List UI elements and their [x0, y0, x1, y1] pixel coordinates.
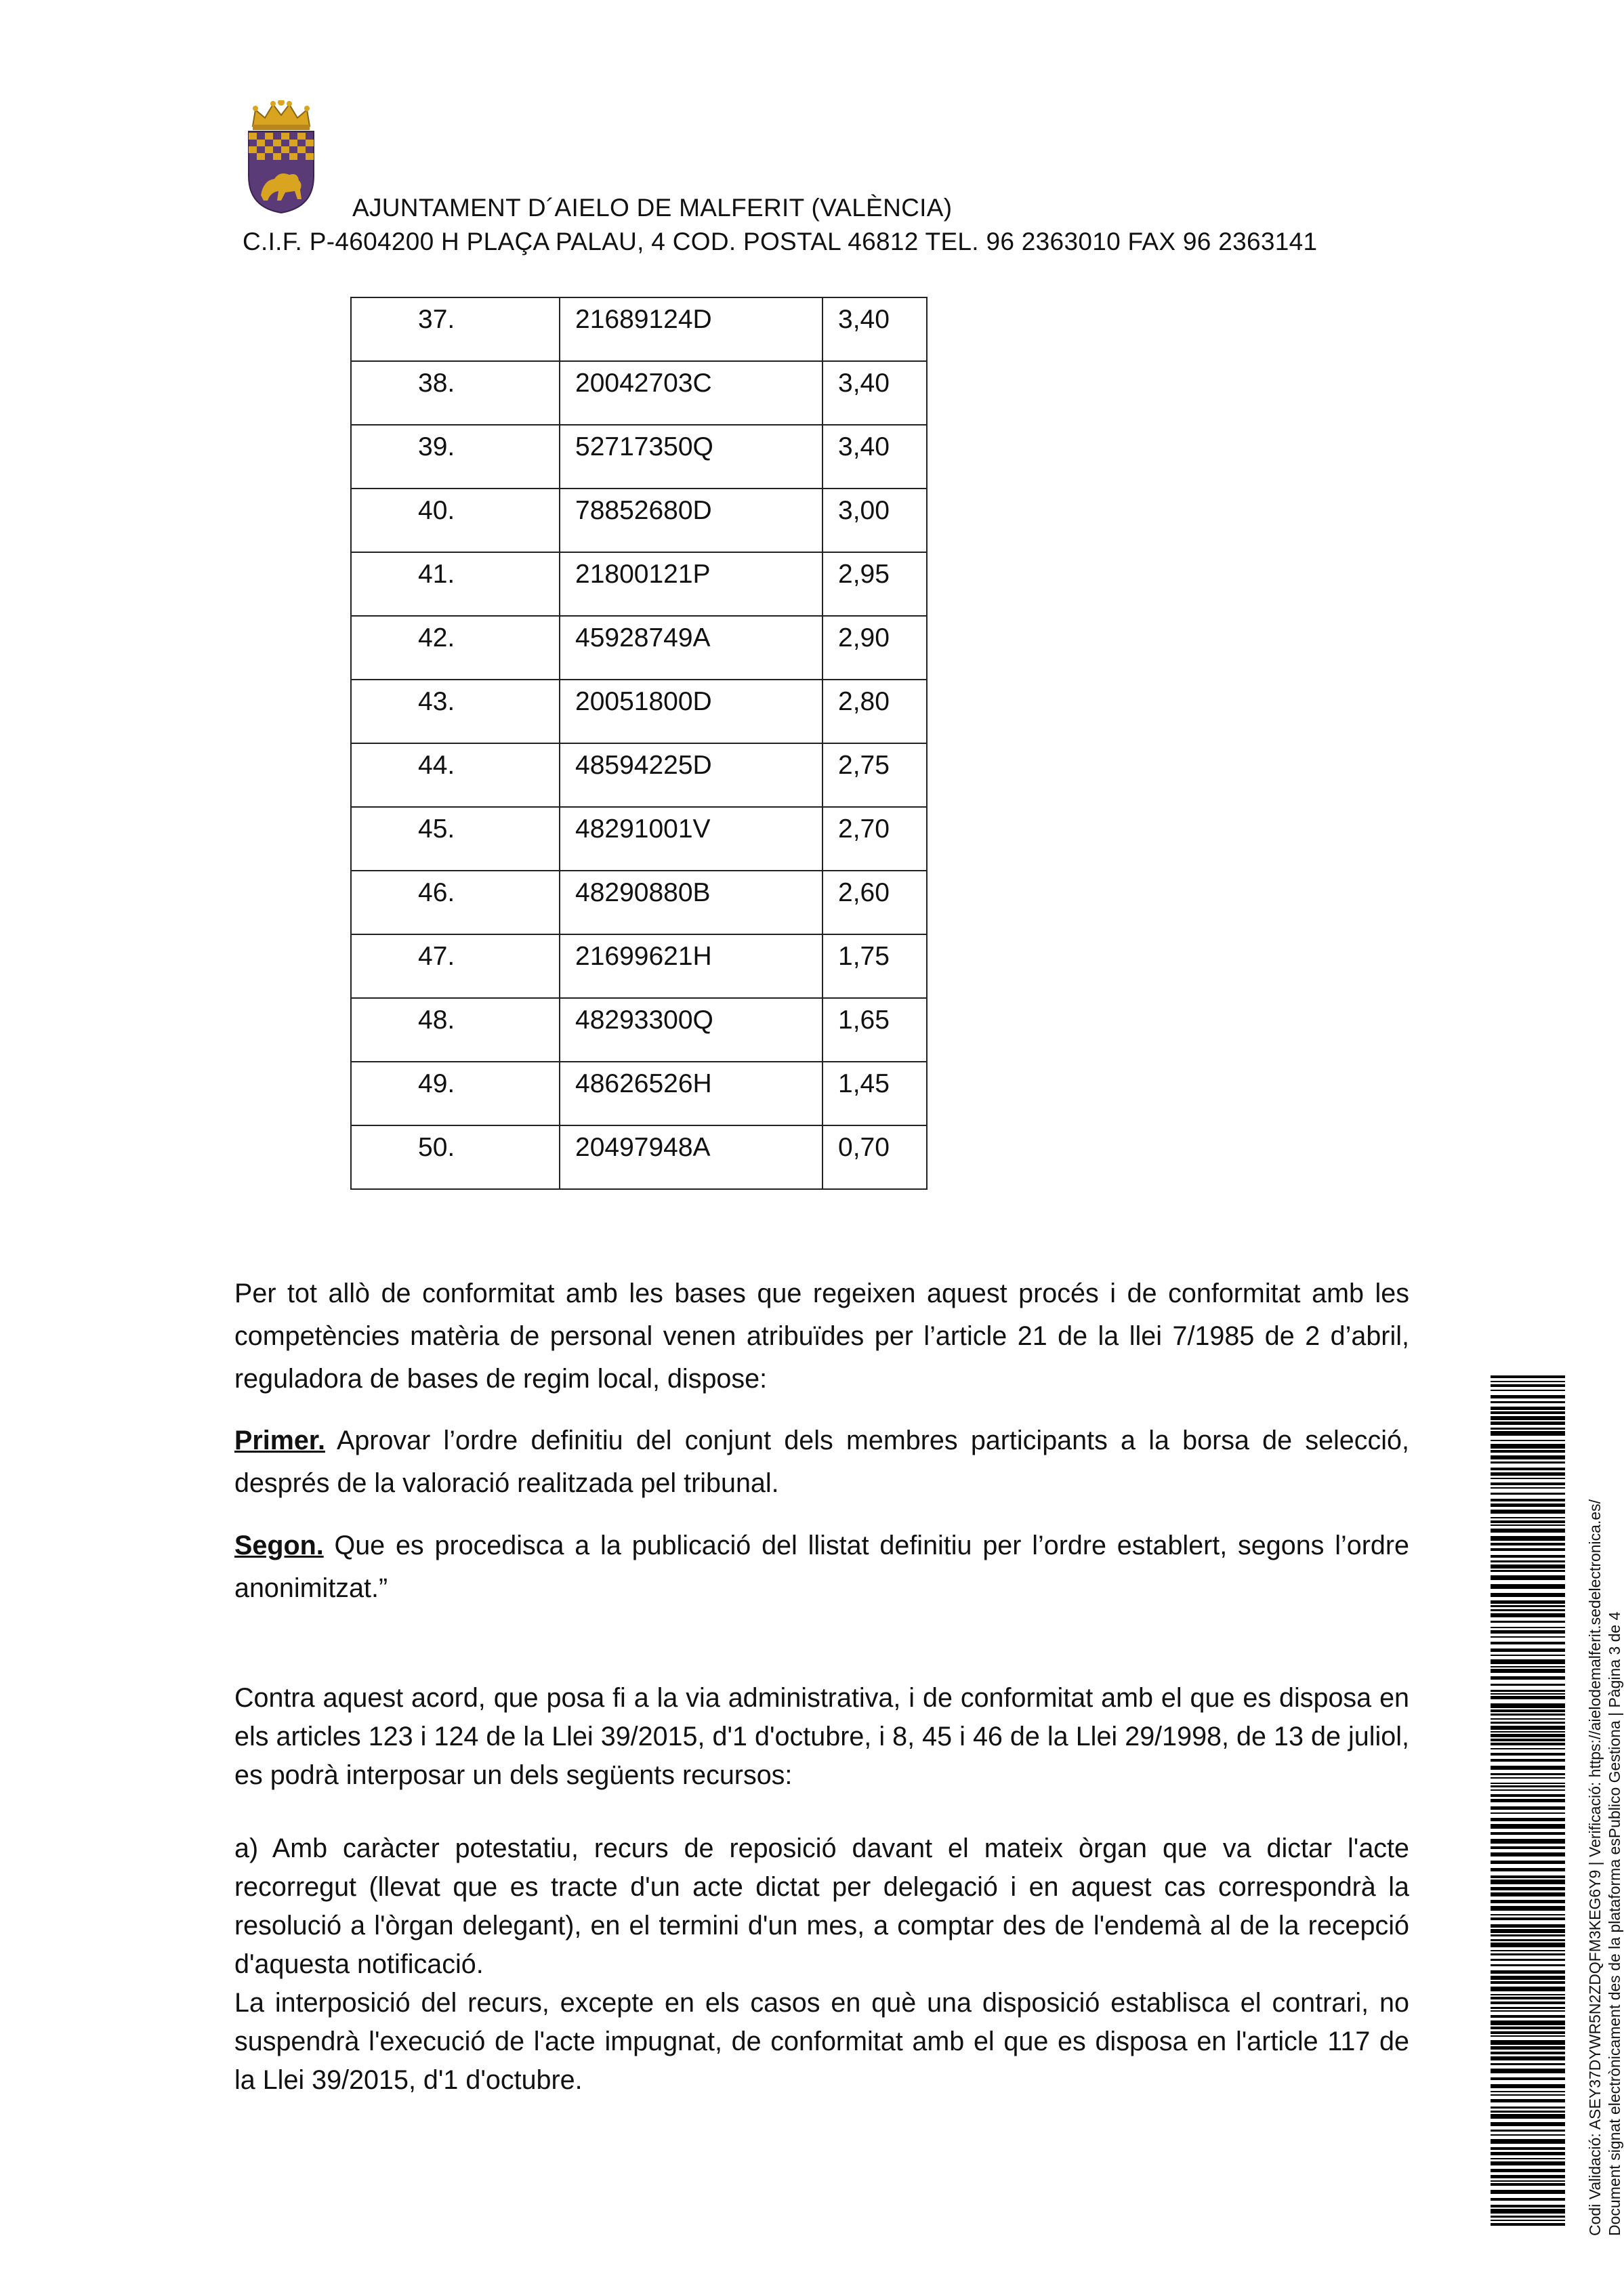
- table-row: [351, 934, 927, 998]
- appeal-paragraph: Contra aquest acord, que posa fi a la via administrativa, i de conformitat amb el que es disposa en els articles 123 i 124 de la Llei 39/2015, d'1 d'octubre, i 8, 45 i 46 de la Llei 29/1998, de 13 de juliol, es podrà interposar un dels següents recursos:: [234, 1683, 1409, 1790]
- row-score: 2,70: [838, 814, 890, 844]
- row-number: 40.: [418, 496, 455, 525]
- row-number: 47.: [418, 942, 455, 971]
- resolution-primer: [234, 1419, 1409, 1505]
- row-number: 42.: [418, 623, 455, 652]
- table-row: [351, 743, 927, 807]
- table-row: [351, 552, 927, 616]
- row-score: 2,90: [838, 623, 890, 652]
- row-score: 1,65: [838, 1005, 890, 1035]
- row-score: 1,75: [838, 942, 890, 971]
- row-number: 41.: [418, 560, 455, 589]
- row-score: 2,60: [838, 878, 890, 907]
- organization-contact: C.I.F. P-4604200 H PLAÇA PALAU, 4 COD. POSTAL 46812 TEL. 96 2363010 FAX 96 2363141: [243, 228, 1318, 255]
- table-row: [351, 297, 927, 361]
- table-row: [351, 1062, 927, 1125]
- row-score: 3,40: [838, 432, 890, 461]
- row-score: 3,40: [838, 369, 890, 398]
- primer-label: Primer.: [234, 1426, 325, 1455]
- row-id: 52717350Q: [575, 432, 713, 461]
- row-score: 3,00: [838, 496, 890, 525]
- row-id: 48290880B: [575, 878, 711, 907]
- table-row: [351, 807, 927, 871]
- row-id: 20042703C: [575, 369, 712, 398]
- row-id: 21800121P: [575, 560, 711, 589]
- row-id: 21699621H: [575, 942, 712, 971]
- row-score: 3,40: [838, 305, 890, 334]
- table-row: [351, 680, 927, 743]
- row-id: 48626526H: [575, 1069, 712, 1098]
- table-row: [351, 489, 927, 552]
- row-score: 0,70: [838, 1133, 890, 1162]
- signature-line: Document signat electrònicament des de la plataforma esPublico Gestiona | Pàgina 3 de 4: [1606, 1611, 1623, 2236]
- row-id: 45928749A: [575, 623, 711, 652]
- row-id: 20051800D: [575, 687, 712, 716]
- row-number: 50.: [418, 1133, 455, 1162]
- row-id: 48291001V: [575, 814, 711, 844]
- primer-text: Aprovar l’ordre definitiu del conjunt dels membres participants a la borsa de selecció, després de la valoració realitzada pel tribunal.: [234, 1426, 1409, 1498]
- municipal-coat-of-arms-icon: [241, 100, 322, 215]
- row-number: 43.: [418, 687, 455, 716]
- row-id: 48293300Q: [575, 1005, 713, 1035]
- row-number: 48.: [418, 1005, 455, 1035]
- row-number: 46.: [418, 878, 455, 907]
- row-id: 78852680D: [575, 496, 712, 525]
- option-a-paragraph: a) Amb caràcter potestatiu, recurs de reposició davant el mateix òrgan que va dictar l'acte recorregut (llevat que es tracte d'un acte dictat per delegació i en aquest cas correspondrà la resolució a l'òrgan delegant), en el termini d'un mes, a comptar des de l'endemà al de la recepció d'aquesta notificació.: [234, 1833, 1409, 1979]
- table-row: [351, 1125, 927, 1189]
- validation-code-line: Codi Validació: ASEY37DYWR5N2ZDQFM3KEG6Y9 | Verificació: https://aielodemalferit.sedelectronica.es/: [1586, 1499, 1604, 2236]
- row-score: 1,45: [838, 1069, 890, 1098]
- segon-text: Que es procedisca a la publicació del llistat definitiu per l’ordre establert, segons l’ordre anonimitzat.”: [234, 1531, 1409, 1603]
- organization-name: AJUNTAMENT D´AIELO DE MALFERIT (VALÈNCIA): [352, 194, 953, 222]
- row-number: 44.: [418, 751, 455, 780]
- table-row: [351, 998, 927, 1062]
- row-number: 39.: [418, 432, 455, 461]
- row-score: 2,80: [838, 687, 890, 716]
- validation-note: [1585, 1375, 1624, 2236]
- resolution-segon: [234, 1524, 1409, 1610]
- barcode-icon: [1491, 1375, 1565, 2229]
- table-row: [351, 425, 927, 489]
- table-row: [351, 871, 927, 934]
- row-number: 45.: [418, 814, 455, 844]
- scores-table: [350, 297, 928, 1190]
- row-number: 37.: [418, 305, 455, 334]
- segon-label: Segon.: [234, 1531, 324, 1560]
- row-score: 2,95: [838, 560, 890, 589]
- intro-paragraph: Per tot allò de conformitat amb les bases que regeixen aquest procés i de conformitat amb les competències matèria de personal venen atribuïdes per l’article 21 de la llei 7/1985 de 2 d’abril, reguladora de bases de regim local, dispose:: [234, 1279, 1409, 1394]
- suspension-paragraph: La interposició del recurs, excepte en els casos en què una disposició establisca el contrari, no suspendrà l'execució de l'acte impugnat, de conformitat amb el que es disposa en l'article 117 de la Llei 39/2015, d'1 d'octubre.: [234, 1988, 1409, 2095]
- row-number: 38.: [418, 369, 455, 398]
- row-number: 49.: [418, 1069, 455, 1098]
- row-score: 2,75: [838, 751, 890, 780]
- row-id: 20497948A: [575, 1133, 711, 1162]
- table-row: [351, 361, 927, 425]
- row-id: 21689124D: [575, 305, 712, 334]
- row-id: 48594225D: [575, 751, 712, 780]
- table-row: [351, 616, 927, 680]
